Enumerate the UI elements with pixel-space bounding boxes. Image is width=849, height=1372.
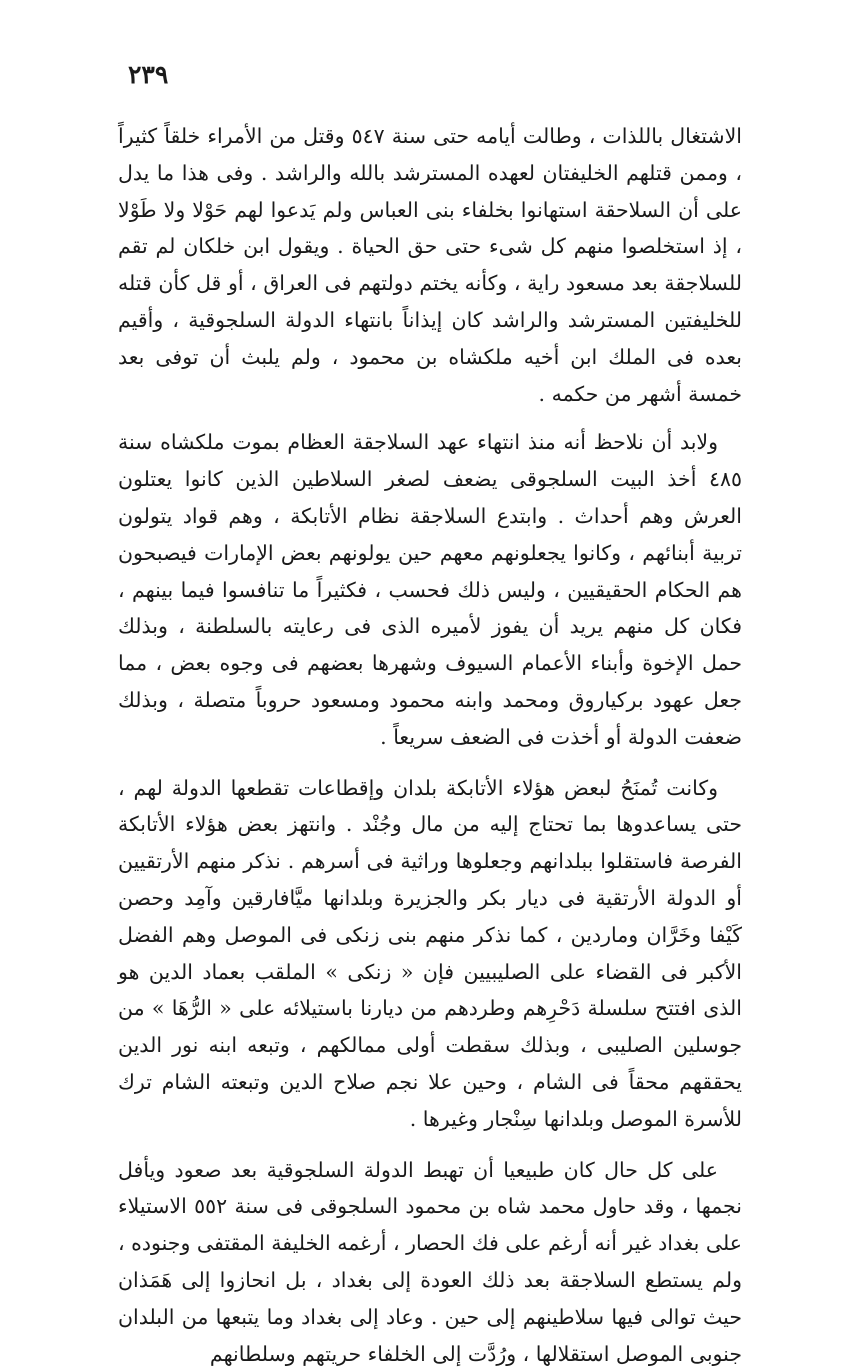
- paragraph-4: على كل حال كان طبيعيا أن تهبط الدولة السلجوقية بعد صعود ويأفل نجمها ، وقد حاول محمد شاه بن محمود السلجوقى فى سنة ٥٥٢ الاستيلاء على بغداد غير أنه أرغم على فك الحصار ، أرغمه الخليفة المقتفى وجنوده ، ولم يستطع السلاجقة بعد ذلك العودة إلى بغداد ، بل انحازوا إلى هَمَذان حيث توالى فيها سلاطينهم إلى حين . وعاد إلى بغداد وما يتبعها من البلدان جنوبى الموصل استقلالها ، ورُدَّت إلى الخلفاء حريتهم وسلطانهم: [118, 1157, 742, 1366]
- paragraph-1: الاشتغال باللذات ، وطالت أيامه حتى سنة ٥٤٧ وقتل من الأمراء خلقاً كثيراً ، وممن قتلهم الخليفتان لعهده المسترشد بالله والراشد . وفى هذا ما يدل على أن السلاحقة استهانوا بخلفاء بنى العباس ولم يَدعوا لهم حَوْلا ولا طَوْلا ، إذ استخلصوا منهم كل شىء حتى حق الحياة . ويقول ابن خلكان لم تقم للسلاجقة بعد مسعود راية ، وكأنه يختم دولتهم فى العراق ، أو قل كأن قتله للخليفتين المسترشد والراشد كان إيذاناً بانتهاء الدولة السلجوقية ، وأقيم بعده فى الملك ابن أخيه ملكشاه بن محمود ، ولم يلبث أن توفى بعد خمسة أشهر من حكمه .: [118, 124, 742, 406]
- paragraph-2: ولابد أن نلاحظ أنه منذ انتهاء عهد السلاجقة العظام بموت ملكشاه سنة ٤٨٥ أخذ البيت السلجوقى يضعف لصغر السلاطين الذين كانوا يعتلون العرش وهم أحداث . وابتدع السلاجقة نظام الأتابكة ، وهم قواد يتولون تربية أبنائهم ، وكانوا يجعلونهم معهم حين يولونهم بعض الإمارات فيصبحون هم الحكام الحقيقيين ، وليس ذلك فحسب ، فكثيراً ما تنافسوا فيما بينهم ، فكان كل منهم يريد أن يفوز لأميره الذى فى رعايته بالسلطنة ، وبذلك حمل الإخوة وأبناء الأعمام السيوف وشهرها بعضهم فى وجوه بعض ، مما جعل عهود بركياروق ومحمد وابنه محمود ومسعود حروباً متصلة ، وبذلك ضعفت الدولة أو أخذت فى الضعف سريعاً .: [118, 430, 742, 749]
- page-body: [118, 118, 742, 1372]
- page-number: ٢٣٩: [128, 60, 169, 89]
- paragraph-3: وكانت تُمنَحُ لبعض هؤلاء الأتابكة بلدان وإقطاعات تقطعها الدولة لهم ، حتى يساعدوها بما تحتاج إليه من مال وجُنْد . وانتهز بعض هؤلاء الأتابكة الفرصة فاستقلوا ببلدانهم وجعلوها وراثية فى أسرهم . نذكر منهم الأرتقيين أو الدولة الأرتقية فى ديار بكر والجزيرة وبلدانها ميَّافارقين وآمِد وحصن كَيْفا وخَرَّان وماردين ، كما نذكر منهم بنى زنكى فى الموصل وهم الفضل الأكبر فى القضاء على الصليبيين فإن « زنكى » الملقب بعماد الدين هو الذى افتتح سلسلة دَحْرِهم وطردهم من ديارنا باستيلائه على « الرُّهَا » من جوسلين الصليبى ، وبذلك سقطت أولى ممالكهم ، وتبعه ابنه نور الدين يحققهم محقاً فى الشام ، وحين علا نجم صلاح الدين وتبعته الشام ترك للأسرة الموصل وبلدانها سِنْجار وغيرها .: [118, 775, 742, 1131]
